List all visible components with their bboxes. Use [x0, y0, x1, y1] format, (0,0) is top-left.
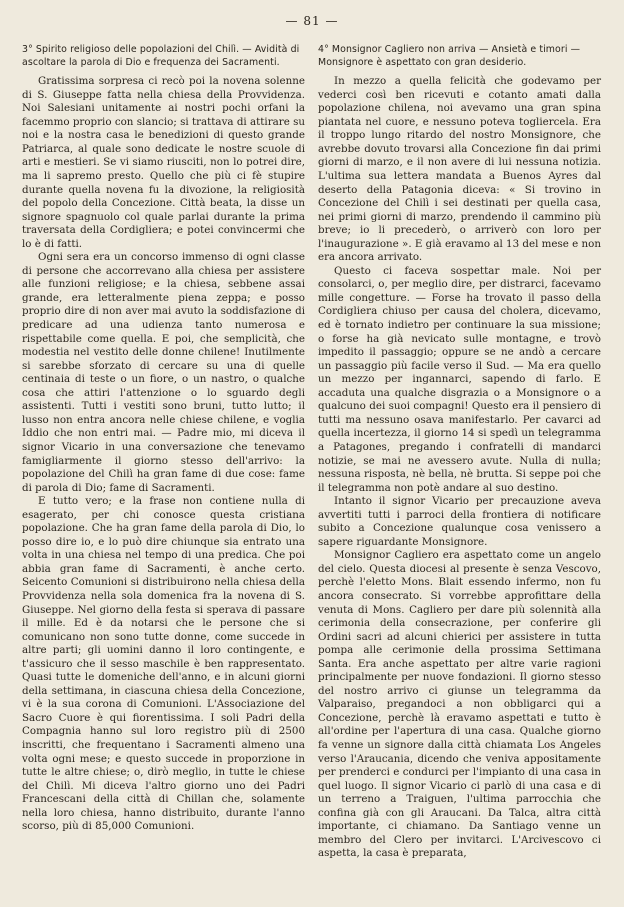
- section-heading-3: 3° Spirito religioso delle popolazioni del Chilì. — Avidità di ascoltare la parola di Dio e frequenza dei Sacramenti.: [22, 44, 300, 68]
- paragraph: Ogni sera era un concorso immenso di ogni classe di persone che accorrevano alla chiesa per assistere alle funzioni religiose; e la chiesa, sebbene assai grande, era letteralmente piena zeppa; e posso proprio dire di non aver mai avuto la soddisfazione di predicare ad una udienza tanto numerosa e rispettabile come quella. E poi, che semplicità, che modestia nel vestito delle donne chilene! Inutilmente si sarebbe sforzato di cercare su una di quelle centinaia di teste o un fiore, o un nastro, o qualche cosa che attiri l'attenzione o lo sguardo degli assistenti. Tutti i vestiti sono bruni, tutto lutto; il lusso non entra ancora nelle chiese chilene, e voglia Iddio che non entri mai. — Padre mio, mi diceva il signor Vicario in una conversazione che tenevamo famigliarmente il giorno stesso dell'arrivo: la popolazione del Chilì ha gran fame di due cose: fame di parola di Dio; fame di Sacramenti.: [22, 251, 305, 494]
- paragraph: Gratissima sorpresa ci recò poi la novena solenne di S. Giuseppe fatta nella chiesa della Provvidenza. Noi Salesiani unitamente ai nostri pochi orfani la facemmo proprio con slancio; si trattava di attirare su noi e la nostra casa le benedizioni di questo grande Patriarca, al quale sono dedicate le nostre scuole di arti e mestieri. Se vi siamo riusciti, non lo potrei dire, ma li sapremo presto. Quello che più ci fè stupire durante quella novena fu la divozione, la religiosità del popolo della Concezione. Città beata, la disse un signore spagnuolo col quale parlai durante la prima traversata della Cordigliera; e potei convincermi che lo è di fatti.: [22, 75, 305, 250]
- paragraph: Questo ci faceva sospettar male. Noi per consolarci, o, per meglio dire, per distrarci, facevamo mille congetture. — Forse ha trovato il passo della Cordigliera chiuso per causa del cholera, dicevamo, ed è tornato indietro per continuare la sua missione; o forse ha già nevicato sulle montagne, e trovò impedito il passaggio; oppure se ne andò a cercare un passaggio più facile verso il Sud. — Ma era quello un mezzo per ingannarci, sapendo di farlo. E accaduta una qualche disgrazia o a Monsignore o a qualcuno dei suoi compagni! Questo era il pensiero di tutti ma nessuno osava manifestarlo. Per cavarci ad quella incertezza, il giorno 14 si spedì un telegramma a Patagones, pregando i confratelli di mandarci notizie, se mai ne avessero avute. Nulla di nulla; nessuna risposta, nè bella, nè brutta. Si seppe poi che il telegramma non potè andare al suo destino.: [318, 264, 601, 494]
- paragraph: In mezzo a quella felicità che godevamo per vederci così ben ricevuti e cotanto amati dalla popolazione chilena, noi avevamo una gran spina piantata nel cuore, e nessuno poteva togliercela. Era il troppo lungo ritardo del nostro Monsignore, che avrebbe dovuto trovarsi alla Concezione fin dai primi giorni di marzo, e il non avere di lui nessuna notizia. L'ultima sua lettera mandata a Buenos Ayres dal deserto della Patagonia diceva: « Si trovino in Concezione del Chilì i sei destinati per quella casa, nei primi giorni di marzo, prendendo il cammino più breve; io li precederò, o arriverò con loro per l'inaugurazione ». E già eravamo al 13 del mese e non era ancora arrivato.: [318, 75, 601, 264]
- section-heading-4: 4° Monsignor Cagliero non arriva — Ansietà e timori — Monsignore è aspettato con gran desiderio.: [318, 44, 581, 68]
- left-column: [22, 44, 305, 834]
- paragraph: Intanto il signor Vicario per precauzione aveva avvertiti tutti i parroci della frontiera di notificare subito a Concezione qualunque cosa venissero a sapere riguardante Monsignore.: [318, 495, 601, 548]
- paragraph: E tutto vero; e la frase non contiene nulla di esagerato, per chi conosce questa cristiana popolazione. Che ha gran fame della parola di Dio, lo posso dire io, e lo può dire chiunque sia entrato una volta in una chiesa nel tempo di una predica. Che poi abbia gran fame di Sacramenti, è anche certo. Seicento Comunioni si distribuirono nella chiesa della Provvidenza nella sola domenica fra la novena di S. Giuseppe. Nel giorno della festa si sperava di passare il mille. Ed è da notarsi che le persone che si comunicano non sono tutte donne, come succede in altre parti; gli uomini danno il loro contingente, e t'assicuro che il sesso maschile è ben rappresentato. Quasi tutte le domeniche dell'anno, e in alcuni giorni della settimana, in ciascuna chiesa della Concezione, vi è la sua corona di Comunioni. L'Associazione del Sacro Cuore è qui fiorentissima. I soli Padri della Compagnia hanno sul loro registro più di 2500 inscritti, che frequentano i Sacramenti almeno una volta ogni mese; e questo succede in proporzione in tutte le altre chiese; o, dirò meglio, in tutte le chiese del Chilì. Mi diceva l'altro giorno uno dei Padri Francescani della città di Chillan che, solamente nella loro chiesa, hanno distribuito, durante l'anno scorso, più di 85,000 Comunioni.: [22, 495, 305, 833]
- page-number: — 81 —: [285, 14, 339, 28]
- paragraph: Monsignor Cagliero era aspettato come un angelo del cielo. Questa diocesi al presente è senza Vescovo, perchè l'eletto Mons. Blait essendo infermo, non fu ancora consecrato. Si vorrebbe approfittare della venuta di Mons. Cagliero per dare più solennità alla cerimonia della consecrazione, per conferire gli Ordini sacri ad alcuni chierici per assistere in tutta pompa alle cerimonie della prossima Settimana Santa. Era anche aspettato per altre varie ragioni principalmente per nuove fondazioni. Il giorno stesso del nostro arrivo ci giunse un telegramma da Valparaiso, pregandoci a non obbligarci qui a Concezione, perchè là eravamo aspettati e tutto è all'ordine per l'apertura di una casa. Qualche giorno fa venne un signore dalla città chiamata Los Angeles verso l'Araucania, dicendo che veniva appositamente per prenderci e condurci per l'impianto di una casa in quel luogo. Il signor Vicario ci parlò di una casa e di un terreno a Traiguen, l'ultima parrocchia che confina già con gli Araucani. Da Talca, altra città importante, ci chiamano. Da Santiago venne un membro del Clero per invitarci. L'Arcivescovo ci aspetta, la casa è preparata,: [318, 549, 601, 860]
- right-column: [318, 44, 601, 861]
